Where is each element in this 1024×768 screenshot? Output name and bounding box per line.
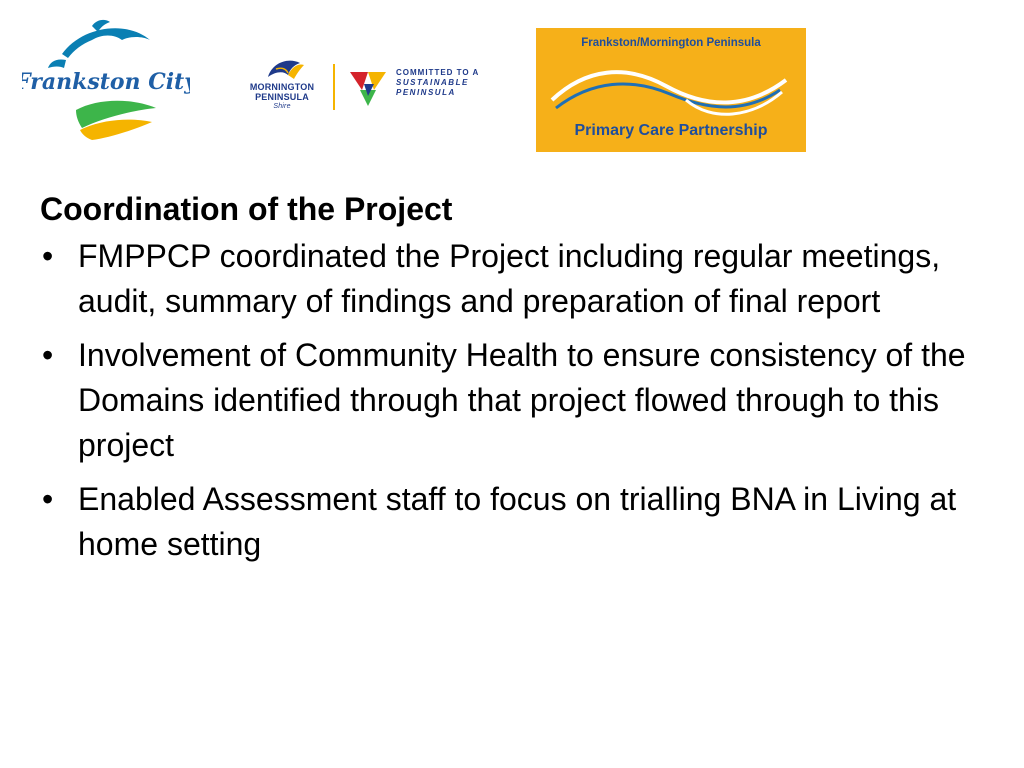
bullet-marker: •: [42, 481, 54, 517]
slide-content: [40, 186, 1010, 576]
bullet-text: FMPPCP coordinated the Project including regular meetings, audit, summary of findings and preparation of final report: [78, 238, 941, 319]
frankston-city-logo: [22, 14, 190, 144]
bullet-item: [40, 477, 1010, 567]
bullet-text: Enabled Assessment staff to focus on trialling BNA in Living at home setting: [78, 481, 957, 562]
bullet-item: [40, 234, 1010, 324]
bullet-marker: •: [42, 337, 54, 373]
bullet-marker: •: [42, 238, 54, 274]
bullet-list: [40, 234, 1010, 567]
pcp-top-text: Frankston/Mornington Peninsula: [581, 37, 761, 49]
committed-line-3: PENINSULA: [396, 88, 456, 97]
mornington-peninsula-shire-logo: [232, 55, 332, 121]
committed-sustainable-logo: [346, 64, 516, 114]
mornington-line-1: MORNINGTON: [249, 82, 315, 92]
slide-heading: Coordination of the Project: [40, 191, 453, 227]
primary-care-partnership-logo: [536, 28, 806, 152]
bullet-item: [40, 333, 1010, 468]
mornington-line-2: PENINSULA: [255, 92, 309, 102]
pcp-bottom-text: Primary Care Partnership: [574, 122, 768, 139]
committed-line-1: COMMITTED TO A: [396, 68, 480, 77]
logo-divider: [333, 64, 335, 110]
frankston-city-wordmark: Frankston City: [22, 69, 190, 95]
committed-line-2: SUSTAINABLE: [396, 78, 469, 87]
mornington-line-3: Shire: [273, 103, 291, 110]
bullet-text: Involvement of Community Health to ensure consistency of the Domains identified through that project flowed through to this project: [78, 337, 966, 463]
